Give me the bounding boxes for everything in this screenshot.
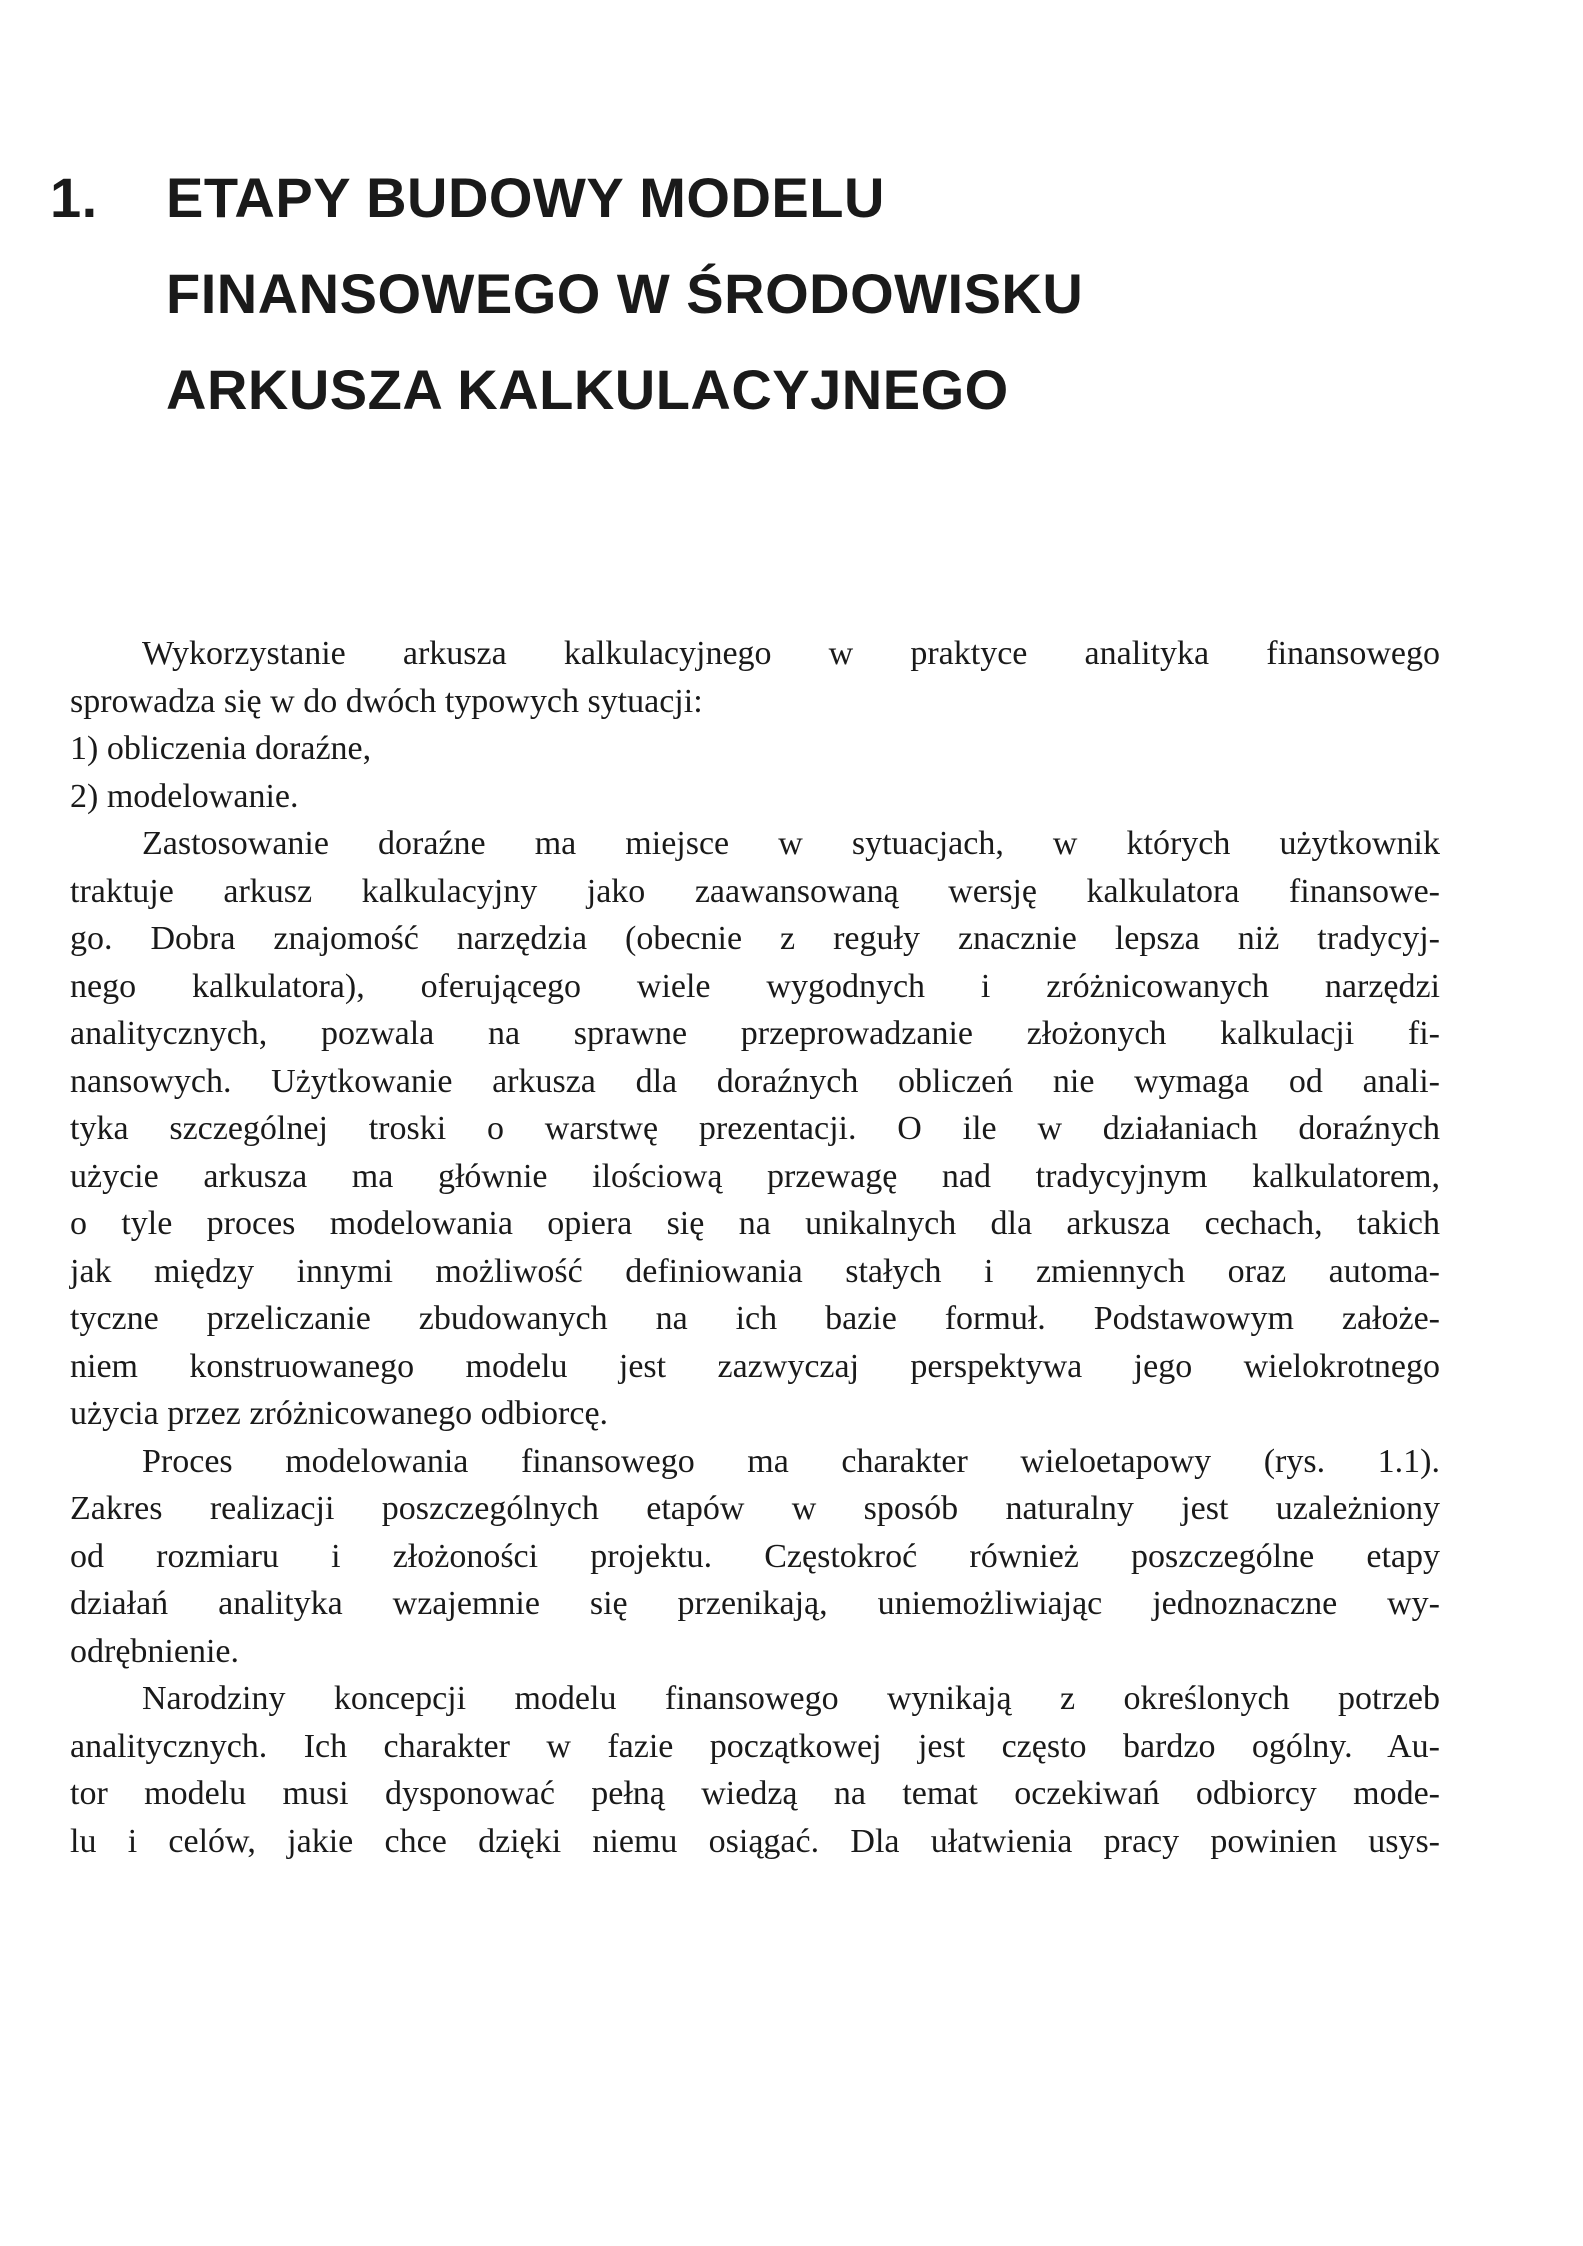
text-line: Proces modelowania finansowego ma charakter wieloetapowy (rys. 1.1). (142, 1442, 1440, 1480)
chapter-number: 1. (50, 166, 98, 229)
chapter-title-line: ETAPY BUDOWY MODELU (166, 166, 885, 229)
text-line: niem konstruowanego modelu jest zazwyczaj perspektywa jego wielokrotnego (70, 1347, 1440, 1385)
text-line: sprowadza się w do dwóch typowych sytuacji: (70, 682, 703, 720)
text-line: Zakres realizacji poszczególnych etapów w sposób naturalny jest uzależniony (70, 1490, 1440, 1527)
body-text (70, 630, 1440, 1865)
text-line: analitycznych, pozwala na sprawne przeprowadzanie złożonych kalkulacji fi- (70, 1015, 1440, 1052)
text-line: lu i celów, jakie chce dzięki niemu osiągać. Dla ułatwienia pracy powinien usys- (70, 1822, 1440, 1860)
chapter-title (166, 150, 1083, 438)
text-line: użycie arkusza ma głównie ilościową przewagę nad tradycyjnym kalkulatorem, (70, 1157, 1440, 1195)
chapter-title-line: FINANSOWEGO W ŚRODOWISKU (166, 262, 1084, 325)
text-line: traktuje arkusz kalkulacyjny jako zaawansowaną wersję kalkulatora finansowe- (70, 872, 1440, 910)
text-line: go. Dobra znajomość narzędzia (obecnie z reguły znacznie lepsza niż tradycyj- (70, 920, 1440, 957)
text-line: tor modelu musi dysponować pełną wiedzą na temat oczekiwań odbiorcy mode- (70, 1775, 1440, 1812)
text-line: Narodziny koncepcji modelu finansowego wynikają z określonych potrzeb (142, 1680, 1440, 1717)
text-line: analitycznych. Ich charakter w fazie początkowej jest często bardzo ogólny. Au- (70, 1727, 1440, 1765)
text-line: odrębnienie. (70, 1632, 239, 1670)
chapter-title-line: ARKUSZA KALKULACYJNEGO (166, 358, 1009, 421)
text-line: tyczne przeliczanie zbudowanych na ich bazie formuł. Podstawowym założe- (70, 1300, 1440, 1337)
text-line: o tyle proces modelowania opiera się na unikalnych dla arkusza cechach, takich (70, 1205, 1440, 1242)
text-line: działań analityka wzajemnie się przenikają, uniemożliwiając jednoznaczne wy- (70, 1585, 1440, 1622)
text-line: nego kalkulatora), oferującego wiele wygodnych i zróżnicowanych narzędzi (70, 967, 1440, 1005)
list-item: 2) modelowanie. (70, 777, 299, 815)
text-line: użycia przez zróżnicowanego odbiorcę. (70, 1395, 609, 1432)
text-line: Wykorzystanie arkusza kalkulacyjnego w praktyce analityka finansowego (142, 635, 1440, 672)
text-line: tyka szczególnej troski o warstwę prezentacji. O ile w działaniach doraźnych (70, 1110, 1440, 1147)
text-line: od rozmiaru i złożoności projektu. Częstokroć również poszczególne etapy (70, 1537, 1440, 1575)
text-line: jak między innymi możliwość definiowania stałych i zmiennych oraz automa- (70, 1252, 1440, 1290)
text-line: nansowych. Użytkowanie arkusza dla doraźnych obliczeń nie wymaga od anali- (70, 1062, 1440, 1100)
text-line: Zastosowanie doraźne ma miejsce w sytuacjach, w których użytkownik (142, 825, 1440, 862)
list-item: 1) obliczenia doraźne, (70, 730, 372, 767)
